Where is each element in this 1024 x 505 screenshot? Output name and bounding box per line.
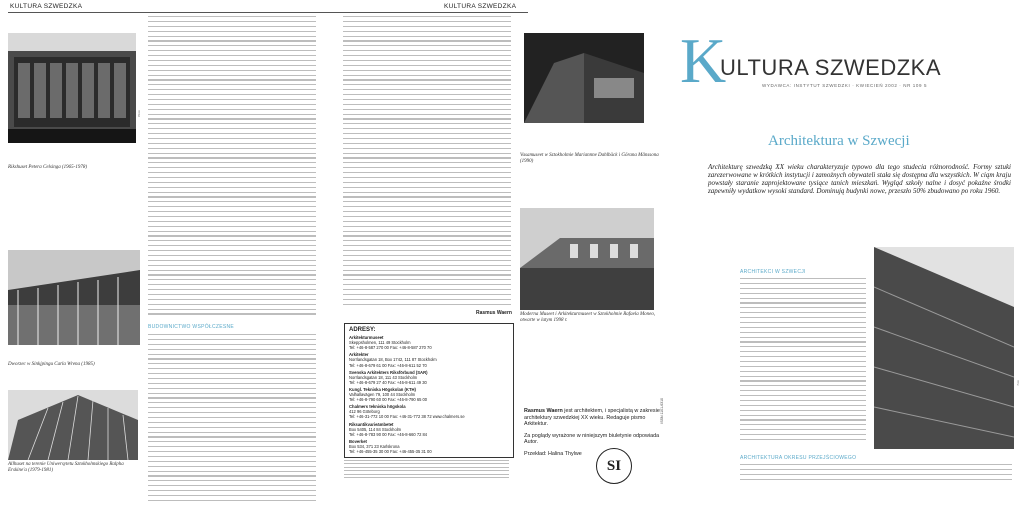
front-column: [740, 278, 866, 444]
address-name: Boverket: [349, 438, 367, 444]
address-entry: [349, 387, 509, 402]
address-entry: [349, 404, 509, 419]
running-title-left: KULTURA SZWEDZKA: [10, 3, 83, 10]
caption-vasamuseet: Vasamuseet w Sztokholmie Mariannne Dahlbäck i Görana Månssona (1990): [520, 153, 659, 164]
front-column-2: [740, 464, 1012, 484]
logo-text: ULTURA SZWEDZKA: [720, 55, 942, 80]
publisher-line: WYDAWCA: INSTYTUT SZWEDZKI · KWIECIEŃ 2002 · NR 109 5: [762, 83, 928, 88]
photo-credit-right: Foto: [1016, 380, 1020, 386]
address-entry: [349, 335, 509, 350]
address-name: Kungl. Tekniska Högskolan (KTH): [349, 386, 416, 392]
photo-station: [8, 250, 140, 345]
caption-station: Dworzec w Sinkjpingu Carla Wrena (1985): [8, 362, 95, 367]
address-name: Svenska Arkitekters Riksförbund (SAR): [349, 369, 428, 375]
address-entry: [349, 370, 509, 385]
article-column-2: [343, 16, 511, 309]
author-box: [524, 408, 662, 458]
caption-moderna: Moderna Museet i Arkitekturmuseet w Sztokholmie Rafaela Moneo, otwarte w latym 1998 r.: [520, 312, 656, 323]
address-line: 412 96 Göteborg: [349, 409, 380, 415]
address-line: Tel: +46-31-772 10 00 Fax: +46-31-772 38 72 www.chalmers.se: [349, 414, 465, 420]
translator: Przekład: Halina Thylwe: [524, 450, 582, 457]
address-line: Norrlandsgatan 18, Box 1742, 111 87 Stockholm: [349, 357, 437, 363]
author-bio: jest architektem, i specjalistą w zakresie architektury szwedzkiej XX wieku. Redaguje pismo Arkitektur.: [524, 408, 660, 428]
author-note: Za poglądy wyrażone w niniejszym biuletynie odpowiada Autor.: [524, 432, 660, 446]
caption-rikshuset: Rikshuset Petera Celsinga (1965-1978): [8, 165, 88, 170]
si-logo: [596, 448, 632, 484]
address-line: Tel: +46-8-790 60 00 Fax: +46-8-790 65 00: [349, 397, 428, 403]
address-name: Arkitekter: [349, 352, 369, 358]
running-title-right: KULTURA SZWEDZKA: [444, 3, 517, 10]
logo-letter: K: [680, 25, 727, 96]
issn: ISSN 1101-6310: [660, 398, 664, 424]
address-line: Tel: +46-8-783 90 00 Fax: +46-8-660 72 84: [349, 431, 428, 437]
section-heading-modern: BUDOWNICTWO WSPÓŁCZESNE: [148, 324, 235, 330]
address-line: Box 534, 371 23 Karlskrona: [349, 443, 400, 449]
photo-credit: Photo: [137, 110, 141, 118]
signature: Rasmus Waern: [476, 310, 512, 316]
address-line: Tel: +46-455-35 30 00 Fax: +46-455-35 31 00: [349, 448, 432, 454]
address-heading: ADRESY:: [349, 327, 376, 333]
address-line: Tel: +46-8-587 270 00 Fax: +46-8-587 270 70: [349, 345, 432, 351]
section-heading-interwar: ARCHITEKTURA OKRESU PRZEJŚCIOWEGO: [740, 455, 857, 461]
address-name: Arkitekturmuseet: [349, 335, 384, 341]
address-entry: [349, 422, 509, 437]
photo-architecture-right: [874, 247, 1014, 449]
article-column-1b: [148, 334, 316, 505]
address-name: Riksantikvarieämbetet: [349, 421, 394, 427]
masthead: [680, 25, 1020, 107]
header-rule-left: [8, 12, 528, 13]
address-line: Tel: +46-8-679 27 40 Fax: +46-8-611 49 30: [349, 379, 427, 385]
photo-allhuset: [8, 390, 138, 460]
photo-moderna: [520, 208, 654, 310]
address-line: Tel: +46-8-679 61 00 Fax: +46-8-611 52 70: [349, 362, 427, 368]
feature-lead: [708, 163, 1011, 195]
feature-lead-text: Architekturę szwedzką XX wieku charakteryzuje typowo dla tego studecia różnorodność. Formy sztuki zarezerwowane w krótkich instytucji i zamożnych obywateli stała się dostępna dla wszystkich. W ciąm kraju powstały staranie zaprojektowane tysiące tanich mieszkań. Wygląd szkoły nalne i dosyć pokaźne środki zapewniły wydatkow wysoki standard. Dominują budynki nowe, przeszło 50% zbudowano po roku 1960.: [708, 163, 1011, 195]
article-column-1: [148, 16, 316, 318]
section-heading-architects: ARCHITEKCI W SZWECJI: [740, 269, 806, 275]
imprint-text: [344, 460, 509, 480]
address-box: [344, 323, 514, 458]
photo-rikshuset: [8, 33, 136, 143]
address-line: Valhallavägen 79, 100 44 Stockholm: [349, 392, 416, 398]
feature-title: Architektura w Szwecji: [768, 133, 910, 149]
address-line: Norrlandsgatan 18, 111 43 Stockholm: [349, 374, 418, 380]
si-logo-text: SI: [606, 457, 622, 474]
address-line: Box 5405, 114 84 Stockholm: [349, 426, 402, 432]
caption-allhuset: Allhuset na terenie Uniwersytetu Sztokholmskiego Ralpha Erskine'a (1979-1981): [8, 462, 124, 473]
address-entry: [349, 352, 509, 367]
address-line: Skeppsholmen, 111 49 Stockholm: [349, 340, 411, 346]
address-name: Chalmers tekniska högskola: [349, 404, 406, 410]
photo-vasamuseet: [524, 33, 644, 123]
address-entry: [349, 439, 509, 454]
author-name: Rasmus Waern: [524, 408, 563, 414]
